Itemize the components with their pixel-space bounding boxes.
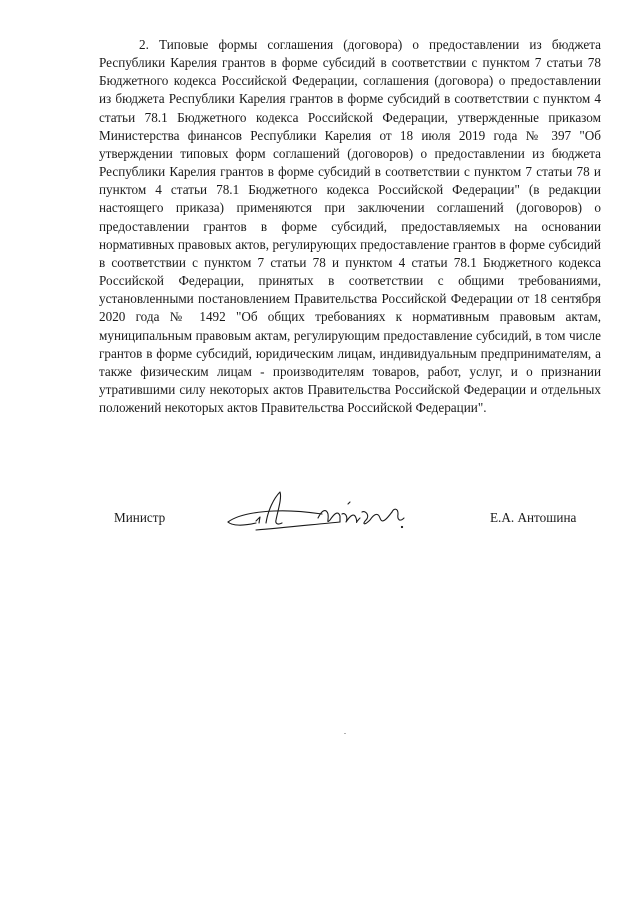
signatory-name: Е.А. Антошина <box>490 510 577 525</box>
scan-speck <box>344 733 346 734</box>
signature-block <box>0 490 640 550</box>
main-paragraph: 2. Типовые формы соглашения (договора) о предоставлении из бюджета Республики Карелия грантов в форме субсидий в соответствии с пунктом 7 статьи 78 Бюджетного кодекса Российской Федерации, соглашения (договора) о предоставлении из бюджета Республики Карелия грантов в форме субсидий в соответствии с пунктом 4 статьи 78.1 Бюджетного кодекса Российской Федерации, утвержденные приказом Министерства финансов Республики Карелия от 18 июля 2019 года № 397 "Об утверждении типовых форм соглашений (договоров) о предоставлении из бюджета Республики Карелия грантов в форме субсидий в соответствии с пунктом 7 статьи 78 и пунктом 4 статьи 78.1 Бюджетного кодекса Российской Федерации" (в редакции настоящего приказа) применяются при заключении соглашений (договоров) о предоставлении грантов в форме субсидий, предоставляемых на основании нормативных правовых актов, регулирующих предоставление грантов в форме субсидий в соответствии с пунктом 7 статьи 78 и пунктом 4 статьи 78.1 Бюджетного кодекса Российской Федерации, принятых в соответствии с общими требованиями, установленными постановлением Правительства Российской Федерации от 18 сентября 2020 года № 1492 "Об общих требованиях к нормативным правовым актам, муниципальным правовым актам, регулирующим предоставление субсидий, в том числе грантов в форме субсидий, юридическим лицам, индивидуальным предпринимателям, а также физическим лицам - производителям товаров, работ, услуг, и о признании утратившими силу некоторых актов Правительства Российской Федерации и отдельных положений некоторых актов Правительства Российской Федерации". <box>99 37 601 416</box>
handwritten-signature <box>222 490 412 545</box>
signatory-role: Министр <box>114 510 166 525</box>
